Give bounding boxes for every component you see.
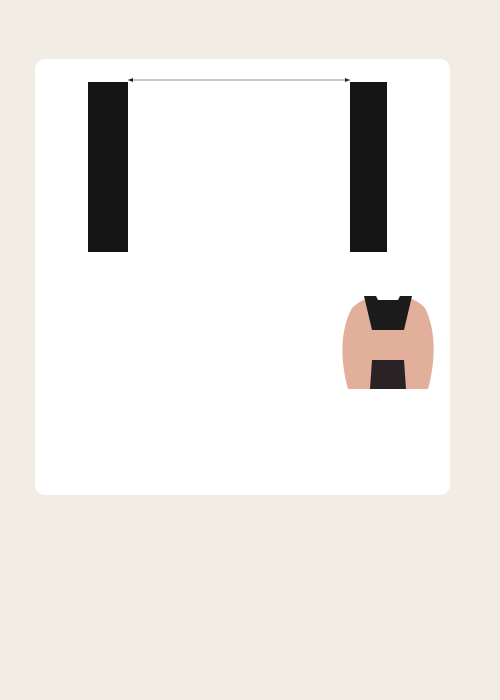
- main-sample: [88, 78, 387, 252]
- right-tape: [350, 82, 387, 252]
- application-image: [338, 293, 438, 390]
- mm-ruler: [450, 28, 478, 668]
- arrow-right: [345, 78, 350, 82]
- left-tape: [88, 82, 128, 252]
- arrow-left: [128, 78, 133, 82]
